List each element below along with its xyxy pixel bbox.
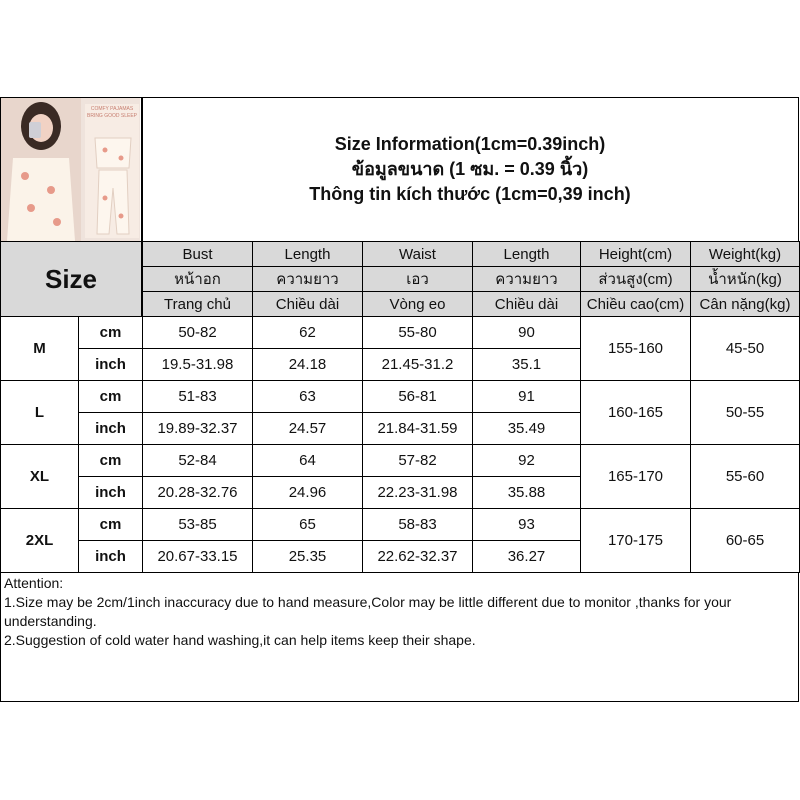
unit-label-inch: inch bbox=[78, 540, 143, 573]
measure-inch: 35.49 bbox=[472, 412, 581, 445]
unit-label-cm: cm bbox=[78, 444, 143, 477]
measure-cm: 92 bbox=[472, 444, 581, 477]
measure-cm: 56-81 bbox=[362, 380, 473, 413]
column-header: Weight(kg) bbox=[690, 241, 800, 267]
measure-cm: 50-82 bbox=[142, 316, 253, 349]
measure-cm: 57-82 bbox=[362, 444, 473, 477]
weight-range: 50-55 bbox=[690, 380, 800, 445]
measure-inch: 19.5-31.98 bbox=[142, 348, 253, 381]
measure-cm: 53-85 bbox=[142, 508, 253, 541]
column-header: Chiều dài bbox=[252, 291, 363, 317]
height-range: 155-160 bbox=[580, 316, 691, 381]
title-line-vietnamese: Thông tin kích thước (1cm=0,39 inch) bbox=[309, 184, 631, 204]
badge-line-1: COMFY PAJAMAS bbox=[90, 106, 134, 112]
measure-inch: 35.88 bbox=[472, 476, 581, 509]
measure-inch: 24.18 bbox=[252, 348, 363, 381]
column-header: Trang chủ bbox=[142, 291, 253, 317]
column-header: เอว bbox=[362, 266, 473, 292]
measure-inch: 24.57 bbox=[252, 412, 363, 445]
measure-cm: 91 bbox=[472, 380, 581, 413]
attention-item-2: 2.Suggestion of cold water hand washing,it can help items keep their shape. bbox=[4, 632, 476, 648]
measure-cm: 62 bbox=[252, 316, 363, 349]
column-header: Length bbox=[252, 241, 363, 267]
height-range: 165-170 bbox=[580, 444, 691, 509]
column-header: Chiều cao(cm) bbox=[580, 291, 691, 317]
size-name: 2XL bbox=[0, 508, 79, 573]
measure-inch: 25.35 bbox=[252, 540, 363, 573]
measure-inch: 35.1 bbox=[472, 348, 581, 381]
weight-range: 60-65 bbox=[690, 508, 800, 573]
measure-cm: 90 bbox=[472, 316, 581, 349]
attention-item-1: 1.Size may be 2cm/1inch inaccuracy due to hand measure,Color may be little different due to monitor ,thanks for your understanding. bbox=[4, 594, 732, 629]
column-header: Waist bbox=[362, 241, 473, 267]
measure-inch: 22.23-31.98 bbox=[362, 476, 473, 509]
weight-range: 55-60 bbox=[690, 444, 800, 509]
column-header: Height(cm) bbox=[580, 241, 691, 267]
column-header: Length bbox=[472, 241, 581, 267]
measure-cm: 64 bbox=[252, 444, 363, 477]
attention-notes bbox=[1, 572, 798, 701]
unit-label-inch: inch bbox=[78, 412, 143, 445]
title-line-english: Size Information(1cm=0.39inch) bbox=[334, 134, 606, 154]
weight-range: 45-50 bbox=[690, 316, 800, 381]
measure-cm: 65 bbox=[252, 508, 363, 541]
title-divider bbox=[141, 97, 143, 242]
measure-cm: 63 bbox=[252, 380, 363, 413]
measure-inch: 36.27 bbox=[472, 540, 581, 573]
size-chart bbox=[0, 97, 799, 702]
badge-line-2: BRING GOOD SLEEP bbox=[86, 113, 138, 119]
column-header: ส่วนสูง(cm) bbox=[580, 266, 691, 292]
size-name: L bbox=[0, 380, 79, 445]
column-header: ความยาว bbox=[472, 266, 581, 292]
column-header: Vòng eo bbox=[362, 291, 473, 317]
column-header: หน้าอก bbox=[142, 266, 253, 292]
measure-cm: 51-83 bbox=[142, 380, 253, 413]
measure-inch: 21.45-31.2 bbox=[362, 348, 473, 381]
height-range: 160-165 bbox=[580, 380, 691, 445]
measure-cm: 55-80 bbox=[362, 316, 473, 349]
unit-label-cm: cm bbox=[78, 508, 143, 541]
unit-label-cm: cm bbox=[78, 380, 143, 413]
unit-label-inch: inch bbox=[78, 476, 143, 509]
measure-inch: 21.84-31.59 bbox=[362, 412, 473, 445]
measure-inch: 24.96 bbox=[252, 476, 363, 509]
measure-inch: 22.62-32.37 bbox=[362, 540, 473, 573]
column-header: Bust bbox=[142, 241, 253, 267]
size-name: M bbox=[0, 316, 79, 381]
measure-cm: 93 bbox=[472, 508, 581, 541]
unit-label-inch: inch bbox=[78, 348, 143, 381]
size-label: Size bbox=[0, 241, 142, 317]
column-header: Chiều dài bbox=[472, 291, 581, 317]
title-line-thai: ข้อมูลขนาด (1 ซม. = 0.39 นิ้ว) bbox=[351, 159, 589, 179]
measure-inch: 20.28-32.76 bbox=[142, 476, 253, 509]
column-header: ความยาว bbox=[252, 266, 363, 292]
column-header: น้ำหนัก(kg) bbox=[690, 266, 800, 292]
measure-cm: 58-83 bbox=[362, 508, 473, 541]
title-row-border bbox=[0, 97, 799, 242]
measure-inch: 20.67-33.15 bbox=[142, 540, 253, 573]
column-header: Cân nặng(kg) bbox=[690, 291, 800, 317]
size-name: XL bbox=[0, 444, 79, 509]
attention-heading: Attention: bbox=[4, 575, 64, 591]
height-range: 170-175 bbox=[580, 508, 691, 573]
measure-inch: 19.89-32.37 bbox=[142, 412, 253, 445]
unit-label-cm: cm bbox=[78, 316, 143, 349]
measure-cm: 52-84 bbox=[142, 444, 253, 477]
